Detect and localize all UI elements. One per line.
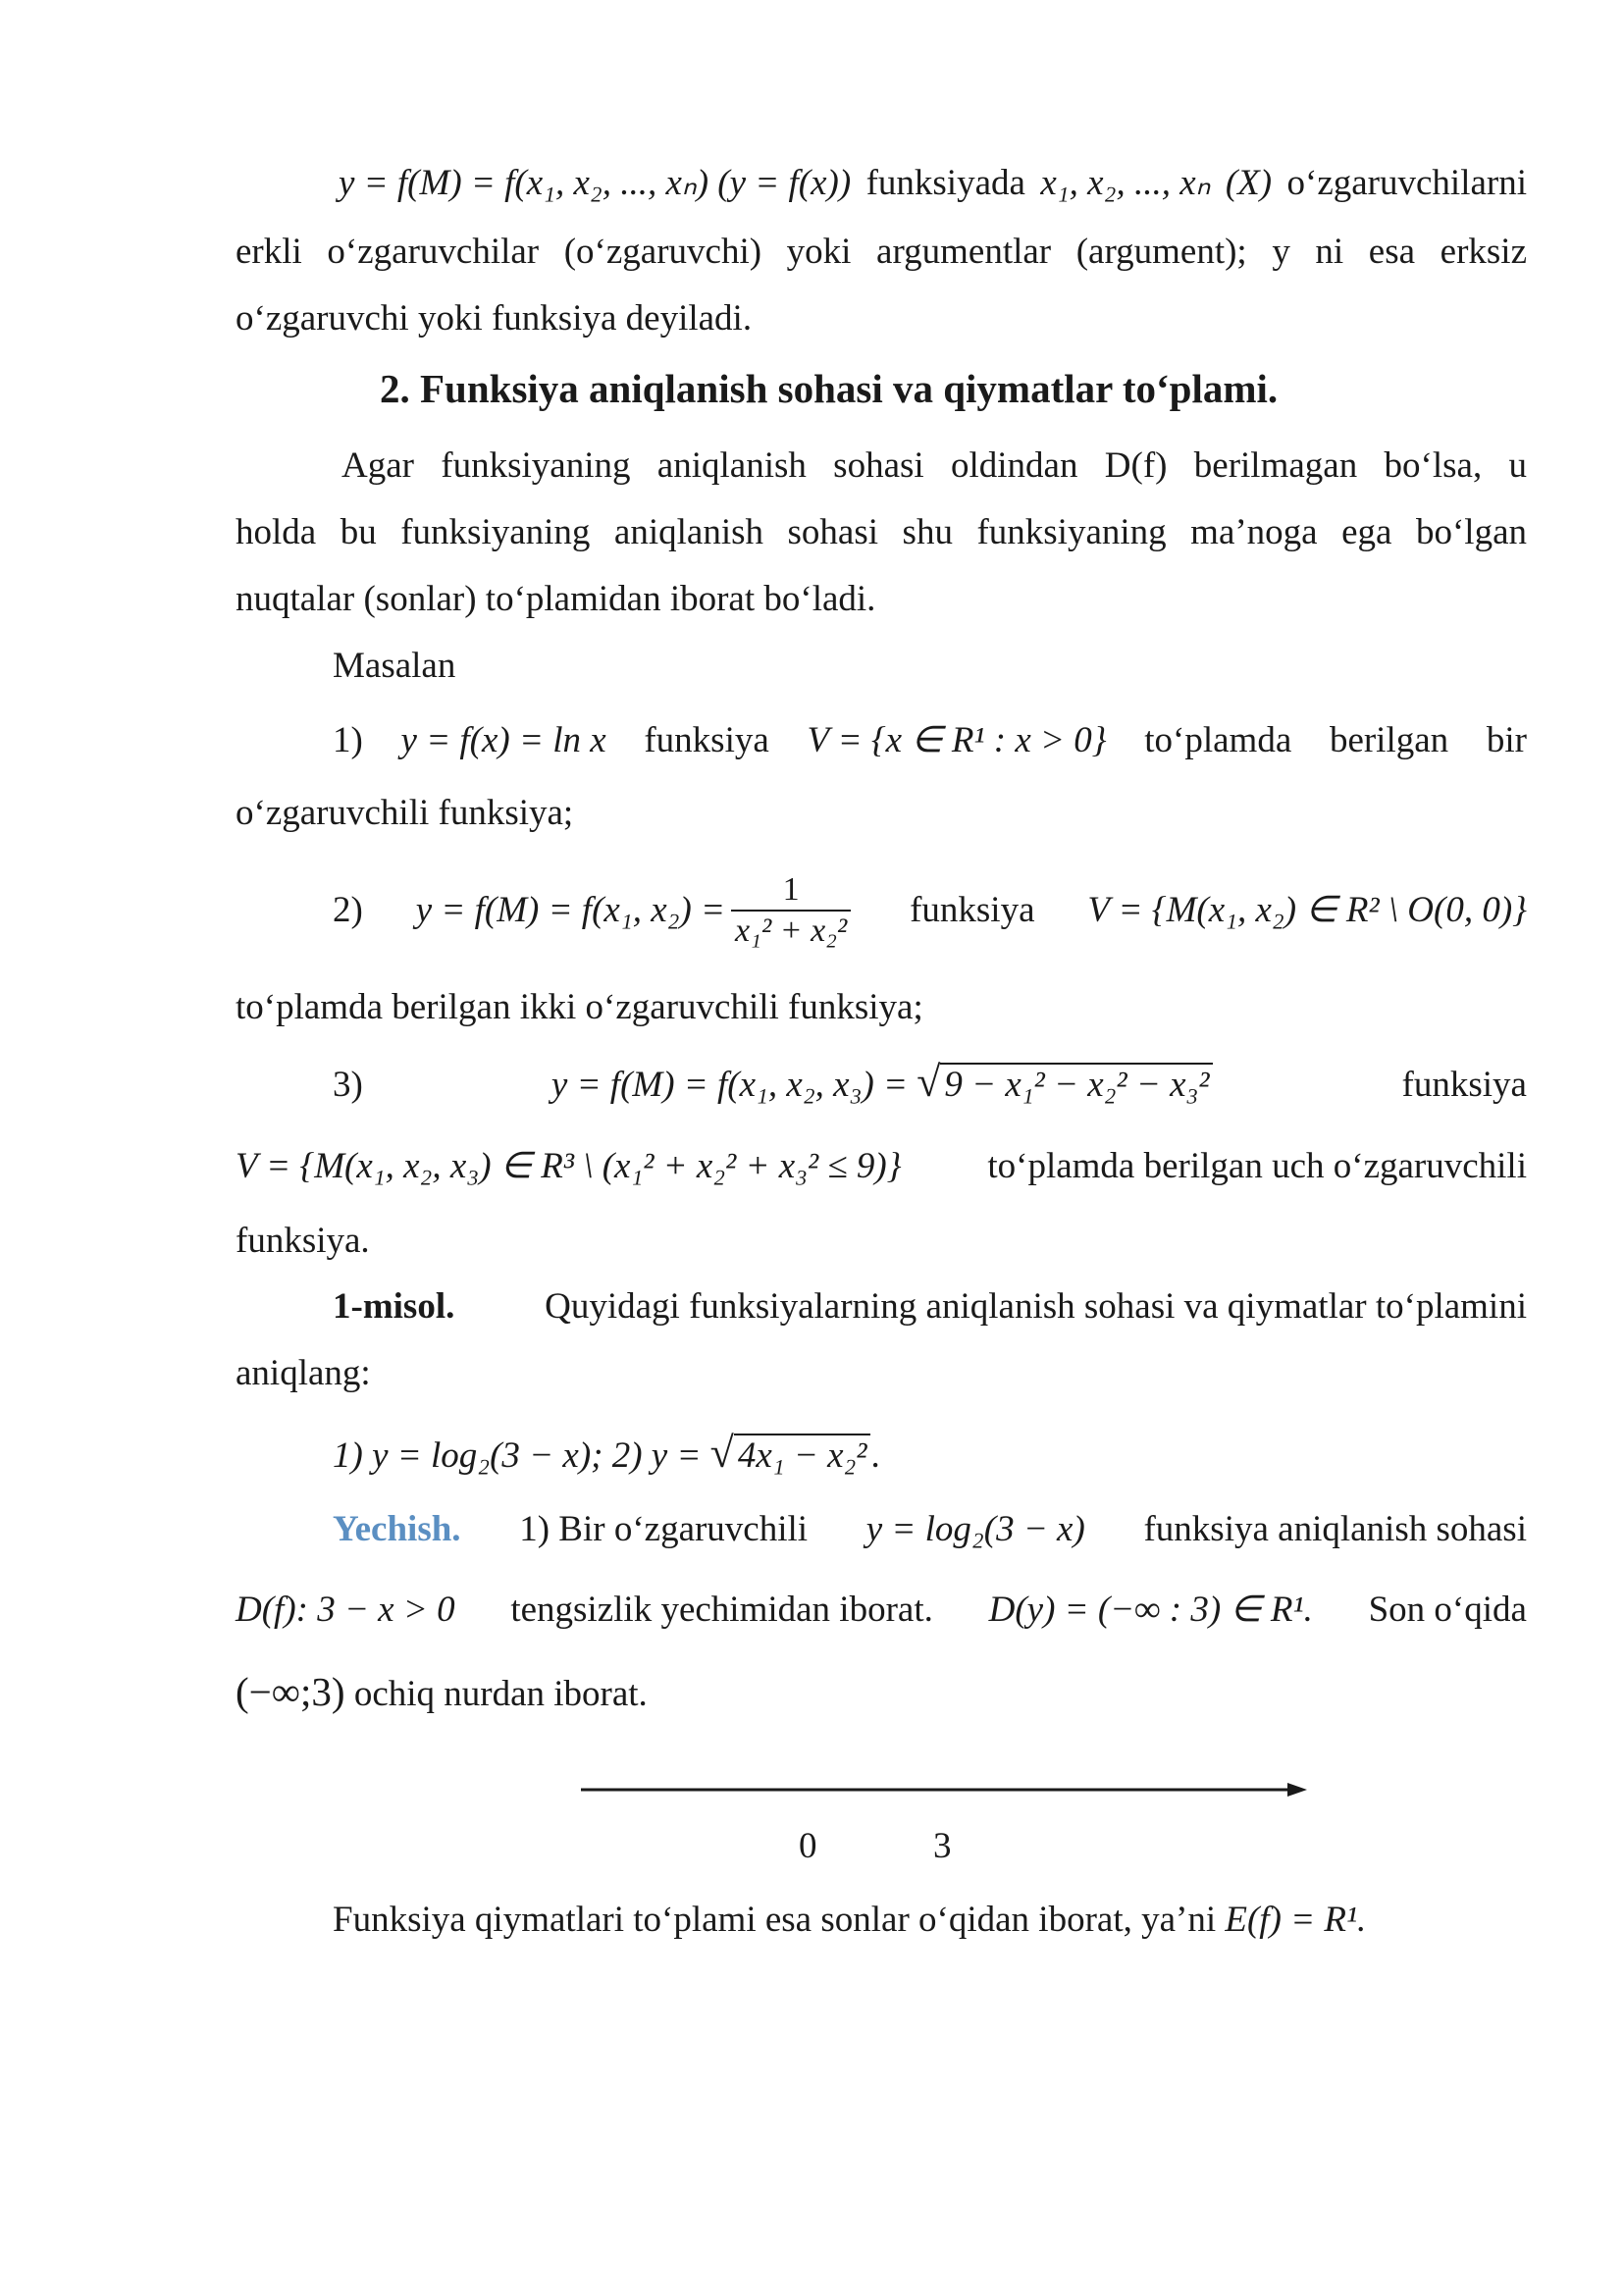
yechish-text: funksiya aniqlanish sohasi [1143, 1509, 1527, 1549]
example-number: 1) [333, 720, 363, 760]
radicand: 4x₁ − x₂² [734, 1434, 871, 1476]
example-1-line [333, 718, 1527, 763]
example-2-set: V = {M(x₁, x₂) ∈ R² \ O(0, 0)} [1087, 890, 1527, 930]
example-3-formula [551, 1060, 1214, 1108]
domain-result: D(y) = (−∞ : 3) ∈ R¹. [988, 1590, 1313, 1630]
conclusion-text: Funksiya qiymatlari to‘plami esa sonlar o‘qidan iborat, ya’ni [333, 1900, 1217, 1940]
yechish-text: 1) Bir o‘zgaruvchili [519, 1509, 809, 1549]
fraction-denominator: x₁² + x₂² [731, 910, 851, 951]
p2-line1: Agar funksiyaning aniqlanish sohasi oldindan D(f) berilmagan bo‘lsa, u [341, 445, 1527, 486]
argument-set-formula: (X) [1225, 163, 1273, 203]
example-2-formula [416, 870, 857, 951]
example-3-line [333, 1060, 1527, 1108]
example-word: funksiya [910, 890, 1035, 930]
yechish-line1 [333, 1507, 1527, 1552]
radical-sign: √ [709, 1429, 734, 1477]
example-number: 2) [333, 890, 363, 930]
example-2-continuation: to‘plamda berilgan ikki o‘zgaruvchili funksiya; [236, 987, 923, 1027]
example-1-formula: y = f(x) = ln x [400, 720, 606, 760]
number-line-tick-3: 3 [933, 1826, 952, 1866]
yechish-text: Son o‘qida [1368, 1590, 1527, 1630]
radical-sign: √ [917, 1058, 941, 1106]
example-word: funksiya [644, 720, 769, 760]
p1-line2: erkli o‘zgaruvchilar (o‘zgaruvchi) yoki argumentlar (argument); y ni esa erksiz [236, 232, 1527, 272]
example-word: bir [1486, 720, 1527, 760]
p1-word: funksiyada [865, 163, 1025, 203]
range-formula: E(f) = R¹. [1225, 1900, 1367, 1940]
p1-line3: o‘zgaruvchi yoki funksiya deyiladi. [236, 298, 753, 339]
p2-line2: holda bu funksiyaning aniqlanish sohasi shu funksiyaning ma’noga ega bo‘lgan [236, 512, 1527, 552]
open-ray-formula: (−∞;3) [236, 1669, 345, 1714]
example-2-formula-lhs: y = f(M) = f(x₁, x₂) = [415, 890, 726, 930]
example-word: berilgan [1329, 720, 1449, 760]
misol-items [333, 1431, 880, 1479]
yechish-formula: y = log₂(3 − x) [865, 1509, 1085, 1549]
yechish-line3 [236, 1669, 648, 1717]
number-line-tick-0: 0 [799, 1826, 817, 1866]
period: . [870, 1435, 880, 1476]
number-line-arrow [581, 1779, 1307, 1800]
misol-line [333, 1284, 1527, 1330]
function-definition-formula: y = f(M) = f(x₁, x₂, ..., xₙ) (y = f(x)) [339, 163, 852, 203]
domain-inequality: D(f): 3 − x > 0 [236, 1590, 455, 1630]
p1-word: o‘zgaruvchilarni [1286, 163, 1527, 203]
yechish-text: ochiq nurdan iborat. [353, 1674, 648, 1714]
example-3-set: V = {M(x₁, x₂, x₃) ∈ R³ \ (x₁² + x₂² + x₃² ≤ 9)} [236, 1146, 902, 1186]
example-3-end: funksiya. [236, 1221, 370, 1261]
conclusion-line [333, 1898, 1366, 1943]
misol-items-formula: 1) y = log₂(3 − x); 2) y = [333, 1435, 702, 1476]
section-heading: 2. Funksiya aniqlanish sohasi va qiymatlar to‘plami. [380, 366, 1279, 411]
p1-line1 [339, 161, 1527, 206]
masalan-label: Masalan [333, 646, 456, 686]
radicand: 9 − x₁² − x₂² − x₃² [940, 1063, 1213, 1105]
yechish-label: Yechish. [333, 1509, 461, 1549]
example-3-formula-lhs: y = f(M) = f(x₁, x₂, x₃) = [550, 1065, 909, 1105]
yechish-line2 [236, 1588, 1527, 1633]
misol-label: 1-misol. [333, 1286, 455, 1327]
example-number: 3) [333, 1065, 363, 1105]
yechish-text: tengsizlik yechimidan iborat. [510, 1590, 933, 1630]
fraction-numerator: 1 [782, 871, 800, 908]
example-2-line [333, 863, 1527, 958]
arrow-head-icon [1287, 1783, 1307, 1797]
example-1-continuation: o‘zgaruvchili funksiya; [236, 793, 574, 833]
example-word: to‘plamda [1144, 720, 1292, 760]
example-word: funksiya [1401, 1065, 1527, 1105]
p2-line3: nuqtalar (sonlar) to‘plamidan iborat bo‘ladi. [236, 579, 876, 619]
example-1-set: V = {x ∈ R¹ : x > 0} [807, 720, 1107, 760]
example-3-set-line [236, 1144, 1527, 1189]
fraction [731, 870, 851, 951]
arguments-formula: x₁, x₂, ..., xₙ [1040, 163, 1211, 203]
misol-continuation: aniqlang: [236, 1353, 371, 1393]
example-3-continuation: to‘plamda berilgan uch o‘zgaruvchili [987, 1146, 1527, 1186]
misol-text: Quyidagi funksiyalarning aniqlanish sohasi va qiymatlar to‘plamini [545, 1286, 1527, 1327]
